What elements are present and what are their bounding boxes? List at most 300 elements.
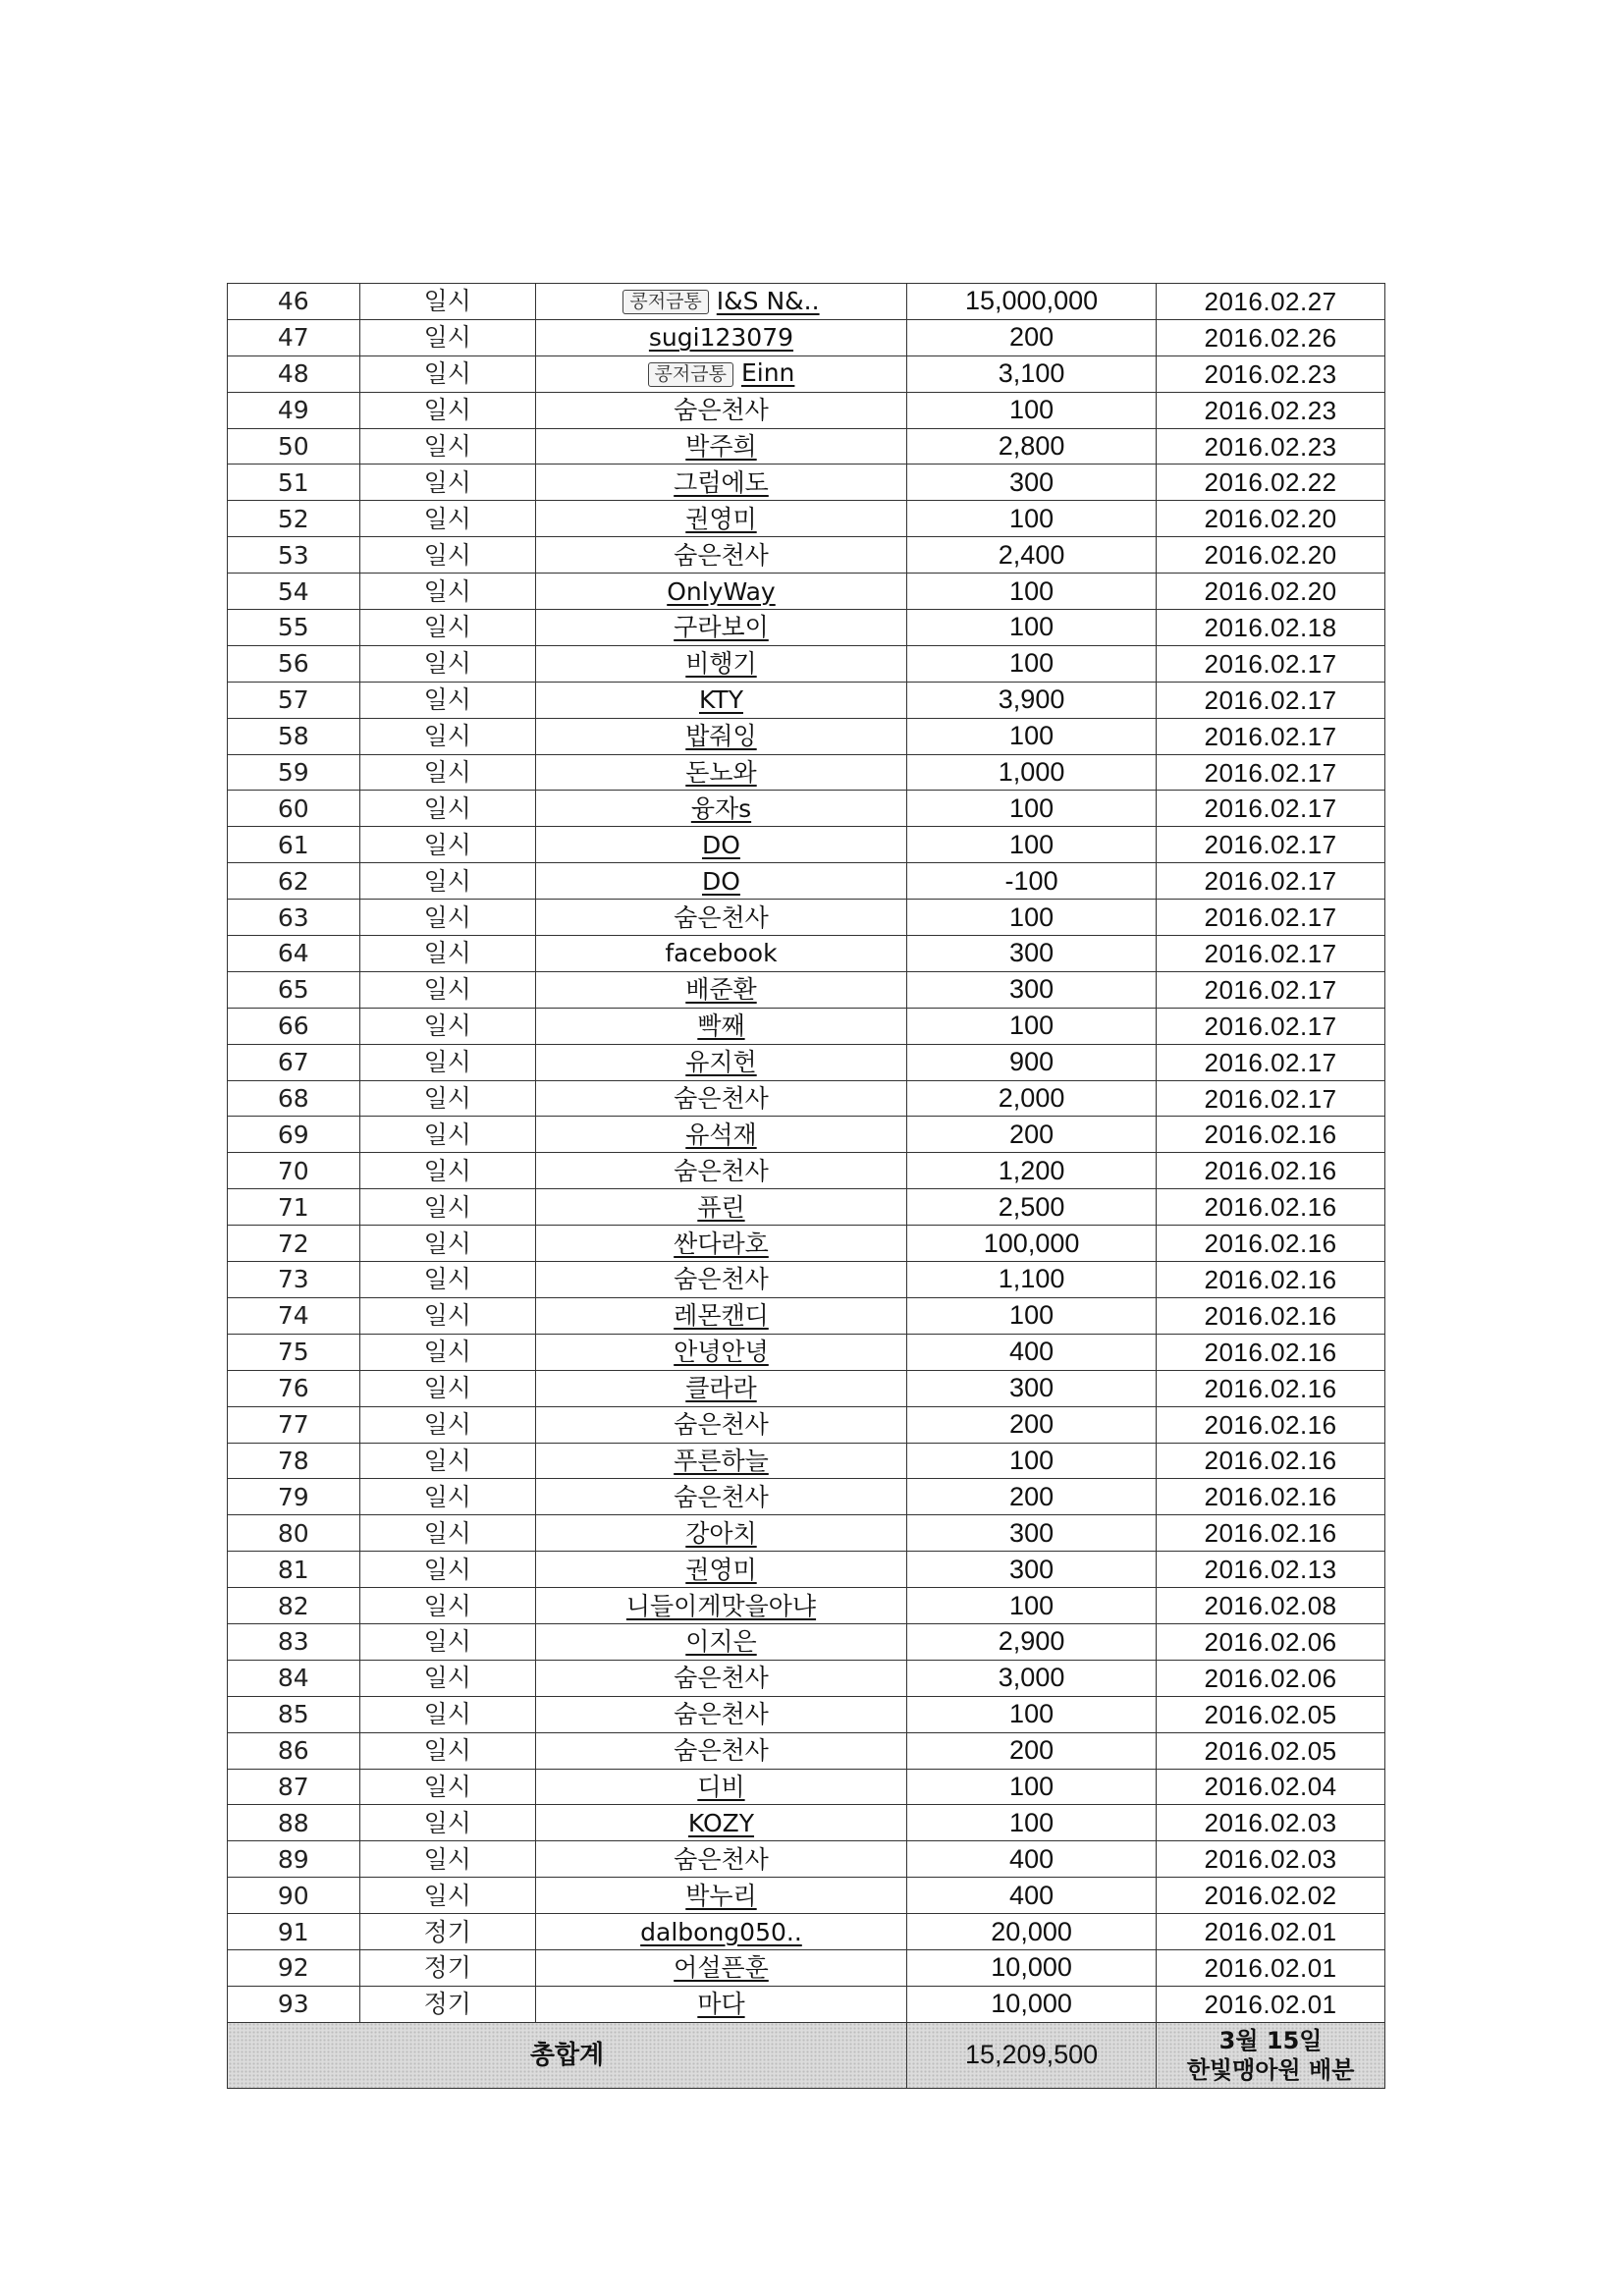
donor-name: 레몬캔디 bbox=[674, 1301, 769, 1331]
donor-name-cell bbox=[535, 1660, 906, 1696]
donation-amount: 1,000 bbox=[907, 754, 1157, 791]
donation-amount: 400 bbox=[907, 1334, 1157, 1370]
donation-type: 일시 bbox=[359, 392, 535, 428]
donor-name-cell bbox=[535, 574, 906, 610]
table-row bbox=[228, 610, 1385, 646]
donation-type: 일시 bbox=[359, 645, 535, 682]
donor-name: 비행기 bbox=[685, 649, 757, 679]
table-row bbox=[228, 1189, 1385, 1226]
row-number: 75 bbox=[228, 1334, 360, 1370]
donation-amount: 200 bbox=[907, 1479, 1157, 1515]
donation-amount: 10,000 bbox=[907, 1986, 1157, 2022]
donation-date: 2016.02.03 bbox=[1157, 1841, 1385, 1878]
table-row bbox=[228, 1660, 1385, 1696]
donor-name: 숨은천사 bbox=[674, 1156, 769, 1185]
row-number: 66 bbox=[228, 1008, 360, 1044]
donation-type: 정기 bbox=[359, 1914, 535, 1950]
donation-type: 일시 bbox=[359, 1841, 535, 1878]
table-row bbox=[228, 465, 1385, 501]
donor-name: 숨은천사 bbox=[674, 1265, 769, 1294]
donation-amount: 100 bbox=[907, 501, 1157, 537]
donor-name-cell bbox=[535, 1334, 906, 1370]
donation-amount: 100 bbox=[907, 827, 1157, 863]
donation-date: 2016.02.22 bbox=[1157, 465, 1385, 501]
row-number: 76 bbox=[228, 1370, 360, 1406]
row-number: 91 bbox=[228, 1914, 360, 1950]
row-number: 92 bbox=[228, 1949, 360, 1986]
donor-name-cell bbox=[535, 754, 906, 791]
donation-amount: 100 bbox=[907, 645, 1157, 682]
table-row bbox=[228, 718, 1385, 754]
donor-name: sugi123079 bbox=[648, 323, 794, 353]
donation-type: 일시 bbox=[359, 501, 535, 537]
table-row bbox=[228, 1914, 1385, 1950]
donation-date: 2016.02.16 bbox=[1157, 1479, 1385, 1515]
row-number: 89 bbox=[228, 1841, 360, 1878]
donation-type: 일시 bbox=[359, 754, 535, 791]
donation-date: 2016.02.17 bbox=[1157, 718, 1385, 754]
donor-name-cell bbox=[535, 900, 906, 936]
donation-date: 2016.02.17 bbox=[1157, 682, 1385, 718]
table-row bbox=[228, 1949, 1385, 1986]
table-row bbox=[228, 1515, 1385, 1552]
table-row bbox=[228, 1044, 1385, 1080]
row-number: 85 bbox=[228, 1696, 360, 1732]
donation-type: 일시 bbox=[359, 1189, 535, 1226]
donation-date: 2016.02.17 bbox=[1157, 863, 1385, 900]
donation-date: 2016.02.02 bbox=[1157, 1878, 1385, 1914]
donation-type: 일시 bbox=[359, 465, 535, 501]
donor-name-cell bbox=[535, 718, 906, 754]
donation-amount: 3,100 bbox=[907, 355, 1157, 392]
donation-date: 2016.02.16 bbox=[1157, 1297, 1385, 1334]
table-row bbox=[228, 501, 1385, 537]
donor-name-cell bbox=[535, 1189, 906, 1226]
donation-date: 2016.02.17 bbox=[1157, 1080, 1385, 1117]
donation-date: 2016.02.16 bbox=[1157, 1370, 1385, 1406]
donor-name: 융자s bbox=[690, 793, 752, 823]
donor-name-cell bbox=[535, 1406, 906, 1443]
donation-type: 일시 bbox=[359, 1443, 535, 1479]
donor-name: KTY bbox=[698, 685, 743, 715]
table-row bbox=[228, 971, 1385, 1008]
table-row bbox=[228, 754, 1385, 791]
donor-name-cell bbox=[535, 645, 906, 682]
donation-amount: 2,500 bbox=[907, 1189, 1157, 1226]
donor-name-cell bbox=[535, 1297, 906, 1334]
donation-type: 일시 bbox=[359, 284, 535, 320]
donation-type: 일시 bbox=[359, 1153, 535, 1189]
donation-type: 일시 bbox=[359, 537, 535, 574]
donor-name: 디비 bbox=[697, 1772, 745, 1801]
donor-name-cell bbox=[535, 1914, 906, 1950]
donation-amount: -100 bbox=[907, 863, 1157, 900]
donor-name: 강아치 bbox=[685, 1518, 757, 1548]
row-number: 74 bbox=[228, 1297, 360, 1334]
donation-type: 일시 bbox=[359, 1878, 535, 1914]
donor-name-cell bbox=[535, 1153, 906, 1189]
table-row bbox=[228, 936, 1385, 972]
table-row bbox=[228, 284, 1385, 320]
row-number: 58 bbox=[228, 718, 360, 754]
donor-name: OnlyWay bbox=[667, 576, 776, 606]
donor-name-cell bbox=[535, 1262, 906, 1298]
table-row bbox=[228, 1443, 1385, 1479]
donation-date: 2016.02.20 bbox=[1157, 574, 1385, 610]
donor-name: 숨은천사 bbox=[674, 540, 769, 570]
donation-amount: 100 bbox=[907, 1008, 1157, 1044]
distribution-note bbox=[1157, 2022, 1385, 2088]
donor-name-cell bbox=[535, 1588, 906, 1624]
donor-name-cell bbox=[535, 1623, 906, 1660]
donor-name: 빡째 bbox=[697, 1011, 745, 1041]
donation-amount: 15,000,000 bbox=[907, 284, 1157, 320]
donor-name: 숨은천사 bbox=[674, 1664, 769, 1693]
donor-name-cell bbox=[535, 936, 906, 972]
table-row bbox=[228, 1080, 1385, 1117]
table-row bbox=[228, 863, 1385, 900]
donation-amount: 900 bbox=[907, 1044, 1157, 1080]
donor-name: 숨은천사 bbox=[674, 1736, 769, 1766]
donation-type: 일시 bbox=[359, 791, 535, 827]
table-row bbox=[228, 574, 1385, 610]
donation-amount: 100 bbox=[907, 1297, 1157, 1334]
distribution-recipient: 한빛맹아원 배분 bbox=[1186, 2055, 1355, 2084]
donation-amount: 400 bbox=[907, 1841, 1157, 1878]
table-row bbox=[228, 1297, 1385, 1334]
donation-amount: 3,900 bbox=[907, 682, 1157, 718]
donor-name: dalbong050.. bbox=[640, 1917, 802, 1946]
donation-date: 2016.02.27 bbox=[1157, 284, 1385, 320]
donation-date: 2016.02.23 bbox=[1157, 392, 1385, 428]
row-number: 70 bbox=[228, 1153, 360, 1189]
donation-date: 2016.02.16 bbox=[1157, 1406, 1385, 1443]
row-number: 56 bbox=[228, 645, 360, 682]
table-row bbox=[228, 1008, 1385, 1044]
table-row bbox=[228, 428, 1385, 465]
row-number: 46 bbox=[228, 284, 360, 320]
donation-date: 2016.02.16 bbox=[1157, 1153, 1385, 1189]
donation-amount: 100 bbox=[907, 610, 1157, 646]
donor-name-cell bbox=[535, 1370, 906, 1406]
donation-date: 2016.02.16 bbox=[1157, 1515, 1385, 1552]
row-number: 68 bbox=[228, 1080, 360, 1117]
donation-date: 2016.02.17 bbox=[1157, 971, 1385, 1008]
row-number: 88 bbox=[228, 1805, 360, 1841]
row-number: 71 bbox=[228, 1189, 360, 1226]
donation-type: 일시 bbox=[359, 1406, 535, 1443]
donor-name: 클라라 bbox=[685, 1374, 757, 1403]
coin-bank-badge: 콩저금통 bbox=[622, 290, 708, 314]
donation-amount: 100,000 bbox=[907, 1226, 1157, 1262]
table-row bbox=[228, 1406, 1385, 1443]
donation-date: 2016.02.17 bbox=[1157, 900, 1385, 936]
donation-date: 2016.02.16 bbox=[1157, 1334, 1385, 1370]
donation-date: 2016.02.26 bbox=[1157, 319, 1385, 355]
donor-name-cell bbox=[535, 1117, 906, 1153]
donor-name-cell bbox=[535, 1226, 906, 1262]
donation-type: 일시 bbox=[359, 1552, 535, 1588]
donor-name: I&S N&.. bbox=[716, 286, 820, 315]
donation-type: 일시 bbox=[359, 1696, 535, 1732]
table-row bbox=[228, 392, 1385, 428]
donation-amount: 2,000 bbox=[907, 1080, 1157, 1117]
donor-name: 그럼에도 bbox=[674, 467, 769, 497]
donation-type: 일시 bbox=[359, 1044, 535, 1080]
donor-name-cell bbox=[535, 1732, 906, 1769]
donor-name: 숨은천사 bbox=[674, 1844, 769, 1874]
table-row bbox=[228, 900, 1385, 936]
table-row bbox=[228, 827, 1385, 863]
donation-date: 2016.02.05 bbox=[1157, 1696, 1385, 1732]
row-number: 79 bbox=[228, 1479, 360, 1515]
donor-name: KOZY bbox=[687, 1808, 755, 1837]
donor-name-cell bbox=[535, 284, 906, 320]
donation-type: 일시 bbox=[359, 1623, 535, 1660]
table-row bbox=[228, 1986, 1385, 2022]
table-row bbox=[228, 1552, 1385, 1588]
distribution-date: 3월 15일 bbox=[1218, 2026, 1323, 2054]
donor-name-cell bbox=[535, 465, 906, 501]
row-number: 57 bbox=[228, 682, 360, 718]
table-row bbox=[228, 1588, 1385, 1624]
donation-date: 2016.02.01 bbox=[1157, 1986, 1385, 2022]
table-row bbox=[228, 1623, 1385, 1660]
donor-name-cell bbox=[535, 1008, 906, 1044]
donation-amount: 300 bbox=[907, 971, 1157, 1008]
table-row bbox=[228, 1841, 1385, 1878]
donation-type: 일시 bbox=[359, 428, 535, 465]
donor-name: 퓨린 bbox=[697, 1192, 745, 1222]
row-number: 48 bbox=[228, 355, 360, 392]
table-row bbox=[228, 319, 1385, 355]
donor-name-cell bbox=[535, 1515, 906, 1552]
donor-name: 박주희 bbox=[685, 432, 757, 461]
donation-type: 일시 bbox=[359, 718, 535, 754]
donation-date: 2016.02.17 bbox=[1157, 936, 1385, 972]
donation-type: 일시 bbox=[359, 936, 535, 972]
table-row bbox=[228, 645, 1385, 682]
row-number: 78 bbox=[228, 1443, 360, 1479]
donor-name-cell bbox=[535, 392, 906, 428]
donation-date: 2016.02.01 bbox=[1157, 1914, 1385, 1950]
donation-amount: 100 bbox=[907, 1696, 1157, 1732]
donation-date: 2016.02.16 bbox=[1157, 1262, 1385, 1298]
donation-date: 2016.02.20 bbox=[1157, 537, 1385, 574]
donation-date: 2016.02.05 bbox=[1157, 1732, 1385, 1769]
donation-amount: 10,000 bbox=[907, 1949, 1157, 1986]
donor-name-cell bbox=[535, 319, 906, 355]
donor-name-cell bbox=[535, 1841, 906, 1878]
total-amount: 15,209,500 bbox=[907, 2022, 1157, 2088]
table-row bbox=[228, 682, 1385, 718]
donor-name: 안녕안녕 bbox=[674, 1338, 769, 1367]
donor-name-cell bbox=[535, 355, 906, 392]
row-number: 80 bbox=[228, 1515, 360, 1552]
row-number: 54 bbox=[228, 574, 360, 610]
row-number: 65 bbox=[228, 971, 360, 1008]
donation-amount: 300 bbox=[907, 1515, 1157, 1552]
donation-type: 일시 bbox=[359, 1660, 535, 1696]
table-row bbox=[228, 1732, 1385, 1769]
donation-type: 일시 bbox=[359, 682, 535, 718]
row-number: 93 bbox=[228, 1986, 360, 2022]
donor-name: 싼다라호 bbox=[674, 1229, 769, 1258]
donation-date: 2016.02.06 bbox=[1157, 1660, 1385, 1696]
donor-name-cell bbox=[535, 827, 906, 863]
donation-date: 2016.02.17 bbox=[1157, 754, 1385, 791]
donation-date: 2016.02.16 bbox=[1157, 1117, 1385, 1153]
donation-date: 2016.02.16 bbox=[1157, 1443, 1385, 1479]
donor-name: 밥줘잉 bbox=[685, 722, 757, 751]
row-number: 81 bbox=[228, 1552, 360, 1588]
donation-date: 2016.02.17 bbox=[1157, 645, 1385, 682]
donor-name: 유석재 bbox=[685, 1120, 757, 1149]
table-row bbox=[228, 1262, 1385, 1298]
donor-name-cell bbox=[535, 1443, 906, 1479]
row-number: 72 bbox=[228, 1226, 360, 1262]
donation-type: 일시 bbox=[359, 1080, 535, 1117]
row-number: 73 bbox=[228, 1262, 360, 1298]
donor-name-cell bbox=[535, 610, 906, 646]
donation-type: 일시 bbox=[359, 1588, 535, 1624]
donation-type: 일시 bbox=[359, 355, 535, 392]
donor-name-cell bbox=[535, 537, 906, 574]
donor-name: 박누리 bbox=[685, 1881, 757, 1910]
row-number: 55 bbox=[228, 610, 360, 646]
donation-date: 2016.02.08 bbox=[1157, 1588, 1385, 1624]
donor-name: 숨은천사 bbox=[674, 1410, 769, 1440]
row-number: 62 bbox=[228, 863, 360, 900]
donor-name: 구라보이 bbox=[674, 613, 769, 642]
donation-amount: 100 bbox=[907, 791, 1157, 827]
donation-date: 2016.02.04 bbox=[1157, 1769, 1385, 1805]
donor-name: 이지은 bbox=[685, 1627, 757, 1657]
donation-amount: 100 bbox=[907, 392, 1157, 428]
table-row bbox=[228, 1226, 1385, 1262]
donation-amount: 300 bbox=[907, 1552, 1157, 1588]
donation-type: 일시 bbox=[359, 827, 535, 863]
donor-name-cell bbox=[535, 1696, 906, 1732]
table-row bbox=[228, 1334, 1385, 1370]
donation-amount: 300 bbox=[907, 465, 1157, 501]
donation-date: 2016.02.01 bbox=[1157, 1949, 1385, 1986]
donor-name-cell bbox=[535, 1769, 906, 1805]
donor-name-cell bbox=[535, 791, 906, 827]
donor-name: DO bbox=[702, 866, 740, 896]
donation-type: 정기 bbox=[359, 1949, 535, 1986]
donation-amount: 100 bbox=[907, 900, 1157, 936]
table-row bbox=[228, 1769, 1385, 1805]
donor-name: 배준환 bbox=[685, 975, 757, 1005]
donation-amount: 300 bbox=[907, 936, 1157, 972]
total-label: 총합계 bbox=[228, 2022, 907, 2088]
donor-name: 돈노와 bbox=[685, 758, 757, 788]
row-number: 77 bbox=[228, 1406, 360, 1443]
donation-amount: 200 bbox=[907, 1406, 1157, 1443]
table-row bbox=[228, 1878, 1385, 1914]
row-number: 49 bbox=[228, 392, 360, 428]
donation-type: 일시 bbox=[359, 1262, 535, 1298]
table-row bbox=[228, 1696, 1385, 1732]
donation-amount: 1,200 bbox=[907, 1153, 1157, 1189]
donor-name: facebook bbox=[665, 939, 778, 968]
donation-date: 2016.02.23 bbox=[1157, 355, 1385, 392]
table-row bbox=[228, 1805, 1385, 1841]
table-row bbox=[228, 537, 1385, 574]
donor-name: Einn bbox=[740, 358, 795, 388]
table-row bbox=[228, 791, 1385, 827]
table-row bbox=[228, 1479, 1385, 1515]
donation-date: 2016.02.18 bbox=[1157, 610, 1385, 646]
donor-name-cell bbox=[535, 1878, 906, 1914]
donor-name: 푸른하늘 bbox=[674, 1446, 769, 1475]
table-row bbox=[228, 1117, 1385, 1153]
donor-name: 어설픈훈 bbox=[674, 1953, 769, 1983]
donation-type: 일시 bbox=[359, 1370, 535, 1406]
donation-table bbox=[227, 283, 1385, 2089]
donor-name-cell bbox=[535, 1080, 906, 1117]
donor-name-cell bbox=[535, 1949, 906, 1986]
donation-type: 일시 bbox=[359, 574, 535, 610]
donor-name-cell bbox=[535, 971, 906, 1008]
donor-name-cell bbox=[535, 1479, 906, 1515]
donation-date: 2016.02.23 bbox=[1157, 428, 1385, 465]
row-number: 84 bbox=[228, 1660, 360, 1696]
donation-date: 2016.02.06 bbox=[1157, 1623, 1385, 1660]
donation-type: 일시 bbox=[359, 971, 535, 1008]
row-number: 63 bbox=[228, 900, 360, 936]
donation-type: 정기 bbox=[359, 1986, 535, 2022]
row-number: 61 bbox=[228, 827, 360, 863]
row-number: 83 bbox=[228, 1623, 360, 1660]
donation-date: 2016.02.13 bbox=[1157, 1552, 1385, 1588]
donation-amount: 2,800 bbox=[907, 428, 1157, 465]
donation-amount: 1,100 bbox=[907, 1262, 1157, 1298]
donor-name: DO bbox=[702, 830, 740, 859]
row-number: 64 bbox=[228, 936, 360, 972]
donation-type: 일시 bbox=[359, 1334, 535, 1370]
donor-name: 권영미 bbox=[685, 504, 757, 533]
donation-date: 2016.02.17 bbox=[1157, 827, 1385, 863]
coin-bank-badge: 콩저금통 bbox=[648, 362, 733, 387]
donation-amount: 3,000 bbox=[907, 1660, 1157, 1696]
donation-date: 2016.02.03 bbox=[1157, 1805, 1385, 1841]
donation-amount: 20,000 bbox=[907, 1914, 1157, 1950]
donation-amount: 200 bbox=[907, 1117, 1157, 1153]
donor-name-cell bbox=[535, 1044, 906, 1080]
donor-name: 숨은천사 bbox=[674, 1482, 769, 1511]
row-number: 53 bbox=[228, 537, 360, 574]
donation-amount: 200 bbox=[907, 1732, 1157, 1769]
donation-type: 일시 bbox=[359, 1769, 535, 1805]
row-number: 67 bbox=[228, 1044, 360, 1080]
donation-type: 일시 bbox=[359, 1226, 535, 1262]
donation-amount: 100 bbox=[907, 1769, 1157, 1805]
donor-name: 숨은천사 bbox=[674, 1084, 769, 1114]
donation-type: 일시 bbox=[359, 1805, 535, 1841]
donation-type: 일시 bbox=[359, 1117, 535, 1153]
donation-date: 2016.02.17 bbox=[1157, 1008, 1385, 1044]
table-row bbox=[228, 1370, 1385, 1406]
donor-name: 숨은천사 bbox=[674, 1700, 769, 1729]
row-number: 82 bbox=[228, 1588, 360, 1624]
donor-name-cell bbox=[535, 1986, 906, 2022]
donor-name-cell bbox=[535, 428, 906, 465]
donor-name: 니들이게맛을아냐 bbox=[625, 1591, 817, 1620]
donor-name-cell bbox=[535, 501, 906, 537]
donation-type: 일시 bbox=[359, 863, 535, 900]
